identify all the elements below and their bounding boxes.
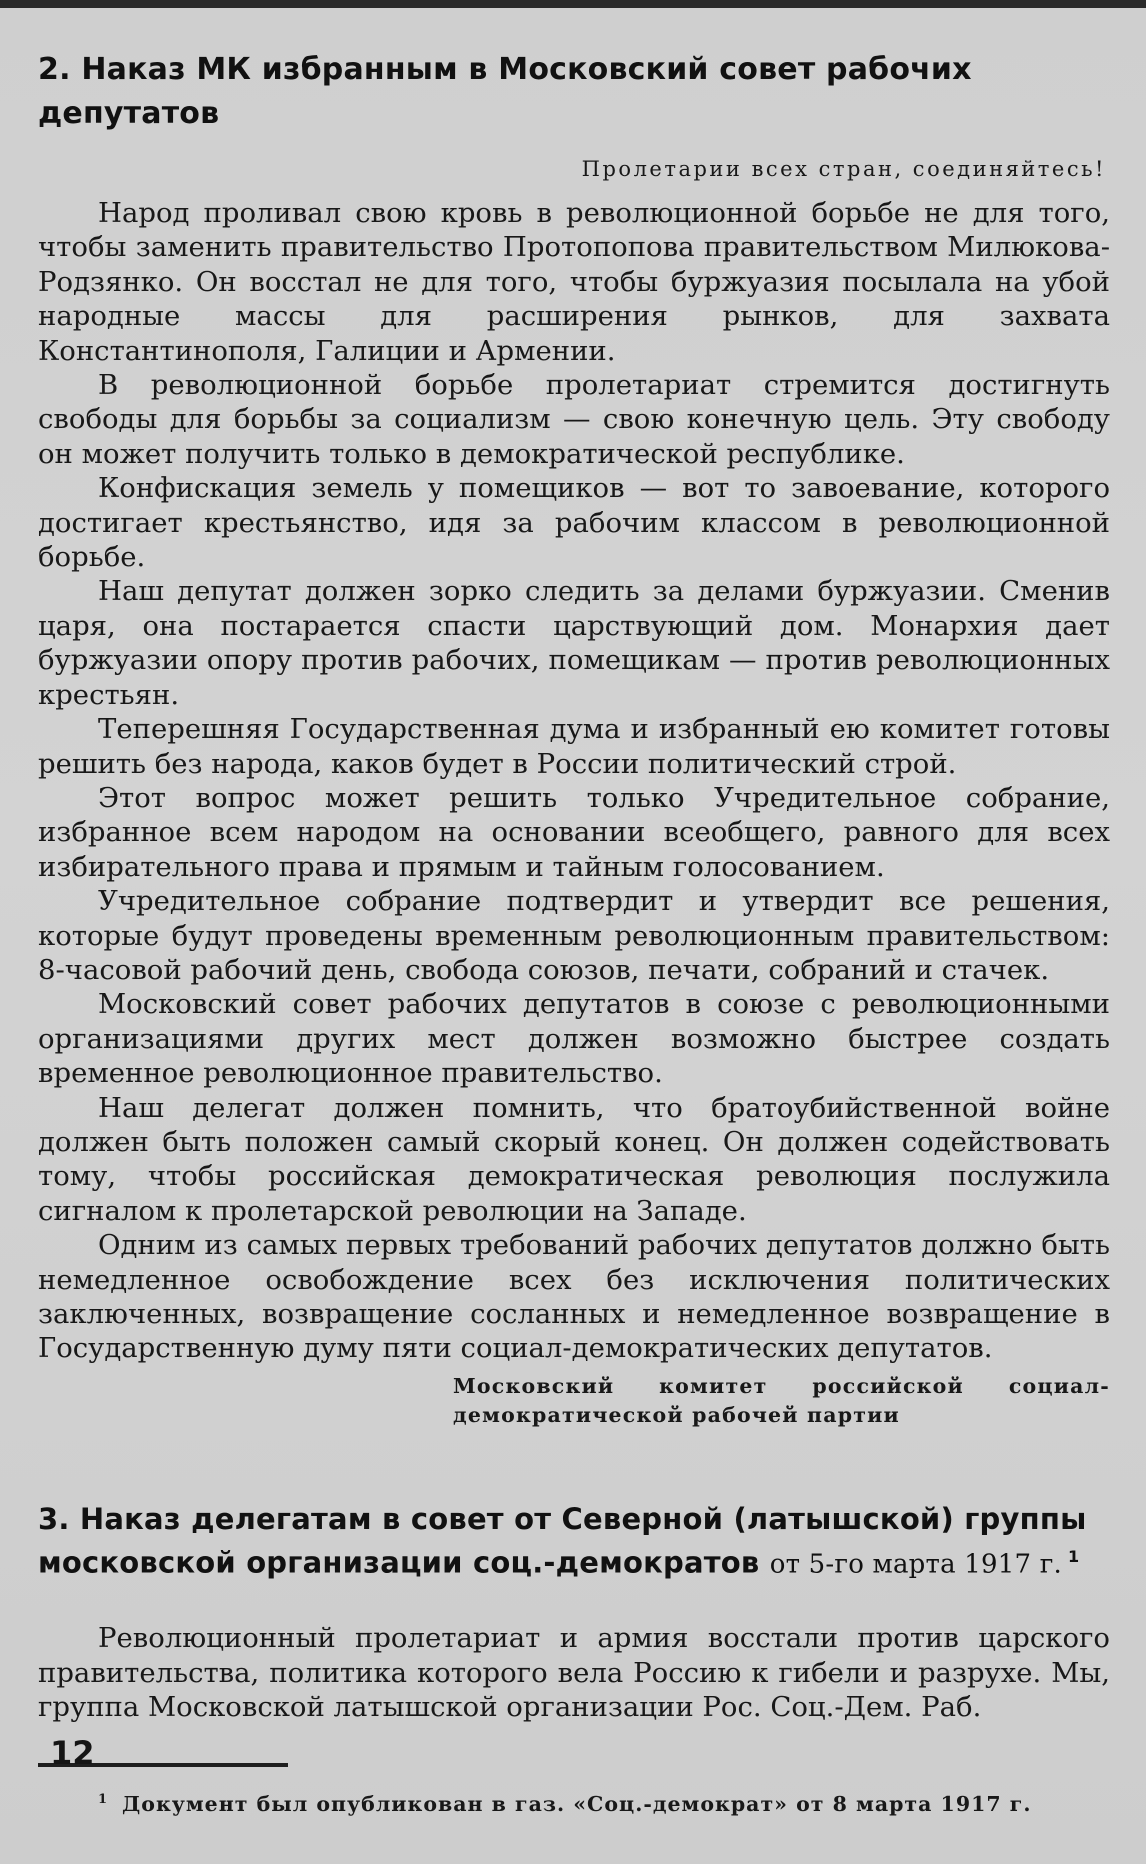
footnote-reference: 1 <box>1068 1546 1080 1566</box>
signature: Московский комитет российской социал-демократической рабочей партии <box>453 1373 1110 1427</box>
epigraph: Пролетарии всех стран, соединяйтесь! <box>581 157 1106 181</box>
section-3-title <box>38 1500 1110 1584</box>
paragraph: Наш депутат должен зорко следить за делами буржуазии. Сменив царя, она постарается спасти царствующий дом. Монархия дает буржуазии опору против рабочих, помещикам — против революционных крестьян. <box>38 575 1110 711</box>
section-2-title: 2. Наказ МК избранным в Московский совет рабочих депутатов <box>38 52 972 131</box>
page-number: 12 <box>50 1734 95 1772</box>
paragraph: Теперешняя Государственная дума и избранный ею комитет готовы решить без народа, каков будет в России политический строй. <box>38 713 1110 780</box>
section-3-body <box>38 1621 1110 1724</box>
paragraph: Конфискация земель у помещиков — вот то завоевание, которого достигает крестьянство, идя за рабочим классом в революционной борьбе. <box>38 472 1110 574</box>
section-2-body <box>38 196 1110 1366</box>
footnote-mark: 1 <box>98 1791 109 1807</box>
paragraph: Московский совет рабочих депутатов в союзе с революционными организациями других мест должен возможно быстрее создать временное революционное правительство. <box>38 988 1110 1090</box>
paragraph: Одним из самых первых требований рабочих депутатов должно быть немедленное освобождение всех без исключения политических заключенных, возвращение сосланных и немедленное возвращение в Государственную думу пяти социал-демократических депутатов. <box>38 1229 1110 1365</box>
footnote-text: Документ был опубликован в газ. «Соц.-демократ» от 8 марта 1917 г. <box>122 1791 1032 1816</box>
paragraph: Наш делегат должен помнить, что братоубийственной войне должен быть положен самый скорый конец. Он должен содействовать тому, чтобы российская демократическая революция послужила сигналом к пролетарской революции на Западе. <box>38 1091 1110 1227</box>
paragraph: Учредительное собрание подтвердит и утвердит все решения, которые будут проведены временным революционным правительством: 8-часовой рабочий день, свобода союзов, печати, собраний и стачек. <box>38 885 1110 986</box>
paragraph: Революционный пролетариат и армия восстали против царского правительства, политика которого вела Россию к гибели и разрухе. Мы, группа Московской латышской организации Рос. Соц.-Дем. Раб. <box>38 1622 1110 1724</box>
paragraph: В революционной борьбе пролетариат стремится достигнуть свободы для борьбы за социализм — свою конечную цель. Эту свободу он может получить только в демократической республике. <box>38 369 1110 470</box>
paragraph: Этот вопрос может решить только Учредительное собрание, избранное всем народом на основании всеобщего, равного для всех избирательного права и прямым и тайным голосованием. <box>38 781 1110 883</box>
footnote <box>98 1785 1110 1819</box>
section-3-title-bold: 3. Наказ делегатам в совет от Северной (латышской) группы московской организации соц.-демократов <box>38 1501 1087 1580</box>
section-3-title-date: от 5-го марта 1917 г. <box>769 1549 1062 1580</box>
paragraph: Народ проливал свою кровь в революционной борьбе не для того, чтобы заменить правительство Протопопова правительством Милюкова-Родзянко. Он восстал не для того, чтобы буржуазия посылала на убой народные массы для расширения рынков, для захвата Константинополя, Галиции и Армении. <box>38 197 1110 367</box>
